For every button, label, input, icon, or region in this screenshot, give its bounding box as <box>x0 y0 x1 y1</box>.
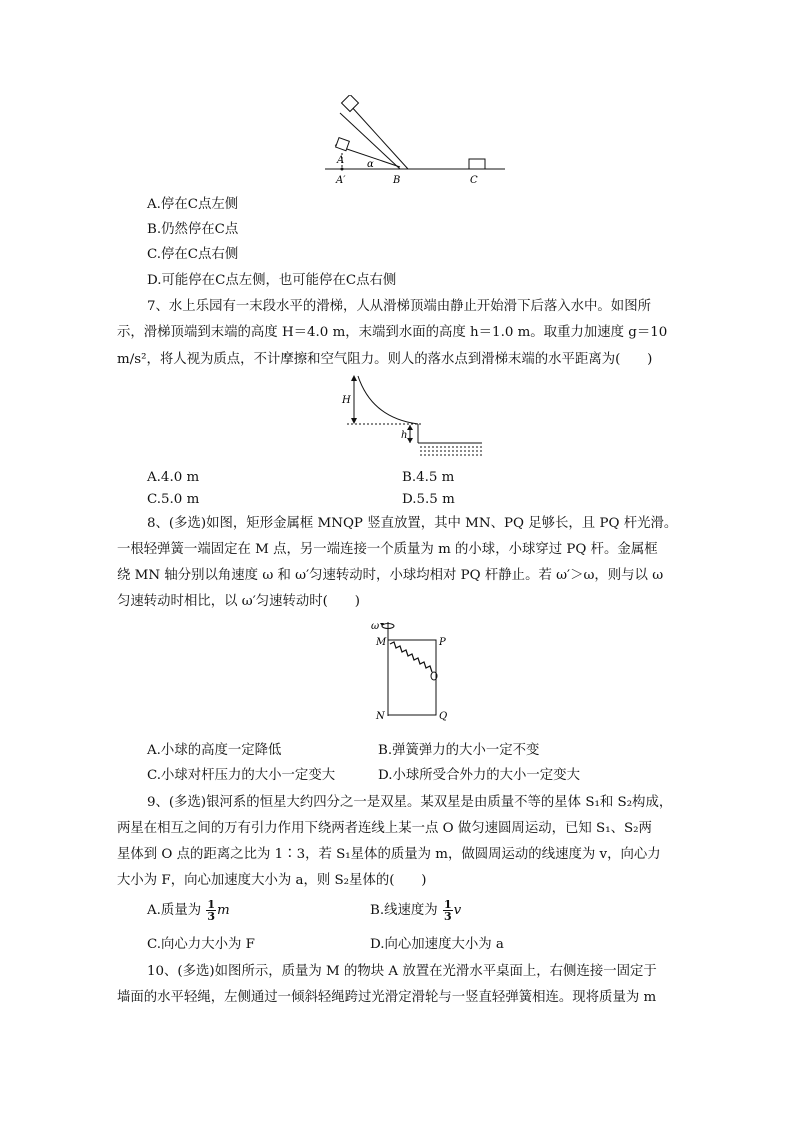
label-M: M <box>376 637 387 648</box>
label-Q: Q <box>439 711 448 722</box>
label-A: A <box>337 155 345 166</box>
q7-option-a: A.4.0 m <box>147 470 200 485</box>
q7-option-d: D.5.5 m <box>402 492 455 507</box>
label-omega: ω <box>371 621 380 632</box>
q9-line4: 大小为 F，向心加速度大小为 a，则 S₂星体的( ) <box>117 873 427 888</box>
q9-option-a-var: m <box>217 903 230 918</box>
label-A-prime: A′ <box>336 175 346 186</box>
q10-line1: 10、(多选)如图所示，质量为 M 的物块 A 放置在光滑水平桌面上，右侧连接一固定于 <box>147 964 657 979</box>
q8-option-c: C.小球对杆压力的大小一定变大 <box>147 768 336 783</box>
q8-line1: 8、(多选)如图，矩形金属框 MNQP 竖直放置，其中 MN、PQ 足够长，且 PQ 杆光滑。 <box>147 516 678 531</box>
q9-option-b-prefix: B.线速度为 <box>370 903 438 918</box>
q9-option-b <box>370 898 461 924</box>
q9-option-a-prefix: A.质量为 <box>147 903 202 918</box>
slide-figure <box>332 373 482 463</box>
label-B: B <box>393 175 401 186</box>
q8-option-d: D.小球所受合外力的大小一定变大 <box>378 768 580 783</box>
q8-option-a: A.小球的高度一定降低 <box>147 743 282 758</box>
label-N: N <box>376 711 385 722</box>
q9-option-b-var: v <box>453 903 462 918</box>
fraction: $\frac{1}{3}$ <box>207 898 216 923</box>
q6-option-d: D.可能停在C点左侧，也可能停在C点右侧 <box>147 273 397 288</box>
q9-option-c: C.向心力大小为 F <box>147 937 255 952</box>
q6-option-b: B.仍然停在C点 <box>147 222 239 237</box>
q9-option-a <box>147 898 230 924</box>
q6-option-a: A.停在C点左侧 <box>147 197 239 212</box>
frame-figure <box>368 618 458 723</box>
fraction: $\frac{1}{3}$ <box>443 898 452 923</box>
q7-line2: 示，滑梯顶端到末端的高度 H＝4.0 m，末端到水面的高度 h＝1.0 m。取重力加速度 g＝10 <box>117 325 668 340</box>
q8-line4: 匀速转动时相比，以 ω′匀速转动时( ) <box>117 594 360 609</box>
q9-option-d: D.向心加速度大小为 a <box>370 937 504 952</box>
incline-figure <box>320 95 510 190</box>
label-h: h <box>401 430 408 441</box>
q7-line3: m/s²，将人视为质点，不计摩擦和空气阻力。则人的落水点到滑梯末端的水平距离为( ) <box>117 352 653 367</box>
label-C: C <box>470 175 478 186</box>
q7-option-b: B.4.5 m <box>402 470 455 485</box>
q10-line2: 墙面的水平轻绳，左侧通过一倾斜轻绳跨过光滑定滑轮与一竖直轻弹簧相连。现将质量为 m <box>117 990 657 1005</box>
q9-line2: 两星在相互之间的万有引力作用下绕两者连线上某一点 O 做匀速圆周运动，已知 S₁、S₂两 <box>117 821 652 836</box>
q9-line1: 9、(多选)银河系的恒星大约四分之一是双星。某双星是由质量不等的星体 S₁和 S₂构成， <box>147 795 673 810</box>
label-H: H <box>342 395 351 406</box>
q8-option-b: B.弹簧弹力的大小一定不变 <box>378 743 540 758</box>
q9-line3: 星体到 O 点的距离之比为 1∶3，若 S₁星体的质量为 m，做圆周运动的线速度为 v，向心力 <box>117 847 661 862</box>
q6-option-c: C.停在C点右侧 <box>147 247 239 262</box>
q7-line1: 7、水上乐园有一末段水平的滑梯，人从滑梯顶端由静止开始滑下后落入水中。如图所 <box>147 299 651 314</box>
q7-option-c: C.5.0 m <box>147 492 200 507</box>
q8-line2: 一根轻弹簧一端固定在 M 点，另一端连接一个质量为 m 的小球，小球穿过 PQ 杆。金属框 <box>117 542 658 557</box>
label-P: P <box>439 637 446 648</box>
q8-line3: 绕 MN 轴分别以角速度 ω 和 ω′匀速转动时，小球均相对 PQ 杆静止。若 ω′＞ω，则与以 ω <box>117 568 664 583</box>
label-alpha: α <box>367 159 374 170</box>
